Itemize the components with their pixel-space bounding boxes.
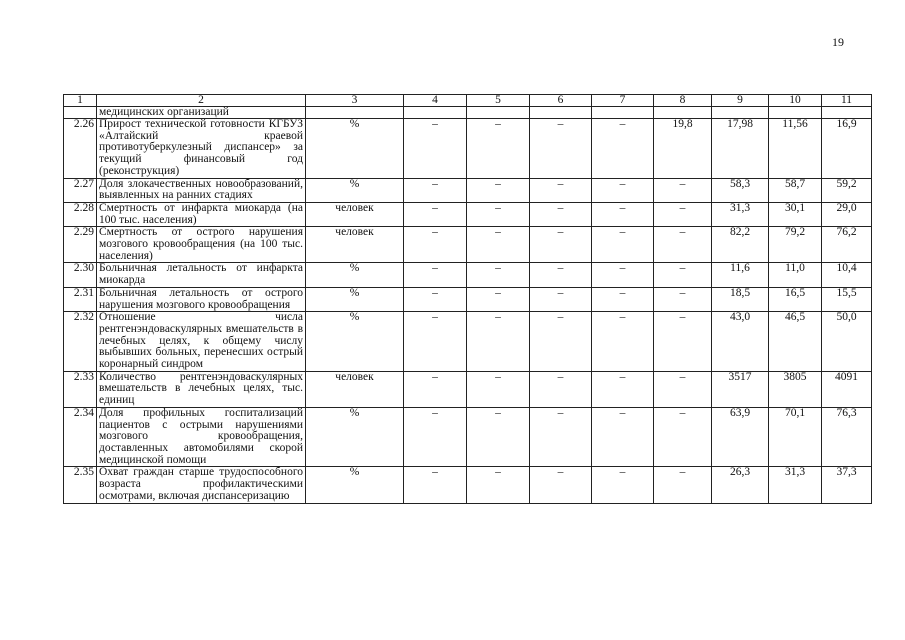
indicator-unit: человек <box>306 227 404 263</box>
indicator-value: – <box>404 202 467 226</box>
indicator-name: Доля профильных госпитализаций пациентов с острыми нарушениями мозгового кровообращения, доставленных автомобилями скорой медицинской помощи <box>97 407 306 467</box>
indicator-value: 58,7 <box>769 178 822 202</box>
indicator-value: – <box>467 371 530 407</box>
indicator-value: – <box>654 202 712 226</box>
indicator-unit: % <box>306 287 404 311</box>
indicator-value: 3517 <box>712 371 769 407</box>
indicator-value: 59,2 <box>822 178 872 202</box>
indicator-name: Прирост технической готовности КГБУЗ «Алтайский краевой противотуберкулезный диспансер» за текущий финансовый год (реконструкция) <box>97 119 306 179</box>
indicator-value: – <box>592 119 654 179</box>
indicator-value: – <box>654 371 712 407</box>
column-header: 4 <box>404 95 467 107</box>
indicator-unit: % <box>306 119 404 179</box>
indicator-value: – <box>467 467 530 503</box>
indicator-number: 2.35 <box>64 467 97 503</box>
indicator-value: 63,9 <box>712 407 769 467</box>
indicator-value: 3805 <box>769 371 822 407</box>
indicator-value: – <box>530 287 592 311</box>
indicator-value: 76,2 <box>822 227 872 263</box>
indicator-value: 46,5 <box>769 312 822 372</box>
page-number: 19 <box>832 35 844 49</box>
indicator-value: 76,3 <box>822 407 872 467</box>
indicator-value: – <box>530 312 592 372</box>
indicator-value: – <box>530 227 592 263</box>
indicator-number: 2.31 <box>64 287 97 311</box>
indicator-value: 11,6 <box>712 263 769 287</box>
indicator-number: 2.33 <box>64 371 97 407</box>
indicator-unit: % <box>306 407 404 467</box>
table-row <box>64 227 872 263</box>
column-header: 7 <box>592 95 654 107</box>
indicator-number: 2.34 <box>64 407 97 467</box>
indicator-value: 26,3 <box>712 467 769 503</box>
indicator-value: 79,2 <box>769 227 822 263</box>
indicator-value: – <box>530 119 592 179</box>
indicator-value: – <box>592 227 654 263</box>
indicator-value: 43,0 <box>712 312 769 372</box>
indicator-value: – <box>530 263 592 287</box>
indicator-value: 4091 <box>822 371 872 407</box>
indicator-number: 2.30 <box>64 263 97 287</box>
indicator-value: – <box>654 287 712 311</box>
indicator-unit: % <box>306 467 404 503</box>
indicator-value: – <box>592 263 654 287</box>
indicator-value: – <box>467 119 530 179</box>
indicator-name: Охват граждан старше трудоспособного возраста профилактическими осмотрами, включая диспансеризацию <box>97 467 306 503</box>
indicator-number: 2.29 <box>64 227 97 263</box>
indicator-value: – <box>592 202 654 226</box>
indicator-value: 18,5 <box>712 287 769 311</box>
indicator-name: Доля злокачественных новообразований, выявленных на ранних стадиях <box>97 178 306 202</box>
indicator-value: – <box>592 287 654 311</box>
indicator-value: 37,3 <box>822 467 872 503</box>
indicator-value: – <box>467 263 530 287</box>
indicator-value: – <box>592 178 654 202</box>
indicator-value: – <box>592 371 654 407</box>
indicator-value: – <box>654 467 712 503</box>
indicator-unit: человек <box>306 202 404 226</box>
indicator-value: – <box>530 467 592 503</box>
column-header: 3 <box>306 95 404 107</box>
indicator-number: 2.28 <box>64 202 97 226</box>
table-row <box>64 202 872 226</box>
indicator-value: – <box>404 371 467 407</box>
column-header: 5 <box>467 95 530 107</box>
indicator-value: – <box>404 263 467 287</box>
continuation-text: медицинских организаций <box>97 107 306 119</box>
indicators-table <box>63 94 872 504</box>
indicator-value: – <box>467 178 530 202</box>
indicator-value: 16,9 <box>822 119 872 179</box>
indicator-value: – <box>404 287 467 311</box>
indicator-value: – <box>530 407 592 467</box>
table-row <box>64 178 872 202</box>
indicator-value: – <box>404 467 467 503</box>
indicator-value: 17,98 <box>712 119 769 179</box>
indicator-value: – <box>467 202 530 226</box>
indicator-value: – <box>404 312 467 372</box>
indicator-value: 19,8 <box>654 119 712 179</box>
indicator-unit: % <box>306 263 404 287</box>
indicator-value: 16,5 <box>769 287 822 311</box>
table-header-row <box>64 95 872 107</box>
column-header: 9 <box>712 95 769 107</box>
indicator-value: 11,56 <box>769 119 822 179</box>
table-row <box>64 263 872 287</box>
indicator-value: 50,0 <box>822 312 872 372</box>
indicator-value: 82,2 <box>712 227 769 263</box>
indicator-value: 15,5 <box>822 287 872 311</box>
continuation-num-cell <box>64 107 97 119</box>
column-header: 10 <box>769 95 822 107</box>
indicator-value: – <box>404 119 467 179</box>
table-row <box>64 371 872 407</box>
column-header: 11 <box>822 95 872 107</box>
indicator-value: – <box>530 202 592 226</box>
indicator-value: – <box>404 407 467 467</box>
indicator-name: Больничная летальность от инфаркта миокарда <box>97 263 306 287</box>
indicator-value: – <box>654 178 712 202</box>
indicator-value: 29,0 <box>822 202 872 226</box>
indicator-name: Смертность от острого нарушения мозгового кровообращения (на 100 тыс. населения) <box>97 227 306 263</box>
indicator-number: 2.26 <box>64 119 97 179</box>
indicator-value: – <box>404 178 467 202</box>
indicator-unit: % <box>306 178 404 202</box>
indicator-value: – <box>530 178 592 202</box>
indicator-unit: человек <box>306 371 404 407</box>
continuation-row <box>64 107 872 119</box>
indicator-name: Смертность от инфаркта миокарда (на 100 тыс. населения) <box>97 202 306 226</box>
indicator-value: 58,3 <box>712 178 769 202</box>
indicator-value: – <box>654 227 712 263</box>
indicator-value: – <box>530 371 592 407</box>
indicator-value: 10,4 <box>822 263 872 287</box>
indicator-name: Больничная летальность от острого нарушения мозгового кровообращения <box>97 287 306 311</box>
indicator-value: 31,3 <box>769 467 822 503</box>
column-header: 1 <box>64 95 97 107</box>
indicator-value: – <box>654 407 712 467</box>
table-row <box>64 312 872 372</box>
column-header: 8 <box>654 95 712 107</box>
indicator-value: – <box>592 407 654 467</box>
table-row <box>64 407 872 467</box>
indicator-value: – <box>654 312 712 372</box>
indicator-value: – <box>467 407 530 467</box>
indicator-value: 11,0 <box>769 263 822 287</box>
column-header: 2 <box>97 95 306 107</box>
indicator-value: – <box>654 263 712 287</box>
indicator-value: – <box>467 312 530 372</box>
indicator-name: Отношение числа рентгенэндоваскулярных вмешательств в лечебных целях, к общему числу выбывших больных, перенесших острый коронарный синдром <box>97 312 306 372</box>
indicator-unit: % <box>306 312 404 372</box>
indicator-value: 31,3 <box>712 202 769 226</box>
indicator-value: – <box>592 312 654 372</box>
table-row <box>64 119 872 179</box>
indicator-value: – <box>467 287 530 311</box>
indicator-number: 2.32 <box>64 312 97 372</box>
indicator-number: 2.27 <box>64 178 97 202</box>
indicator-name: Количество рентгенэндоваскулярных вмешательств в лечебных целях, тыс. единиц <box>97 371 306 407</box>
indicator-value: – <box>467 227 530 263</box>
indicator-value: 70,1 <box>769 407 822 467</box>
indicator-value: – <box>592 467 654 503</box>
column-header: 6 <box>530 95 592 107</box>
indicator-value: 30,1 <box>769 202 822 226</box>
table-row <box>64 287 872 311</box>
indicator-value: – <box>404 227 467 263</box>
table-row <box>64 467 872 503</box>
